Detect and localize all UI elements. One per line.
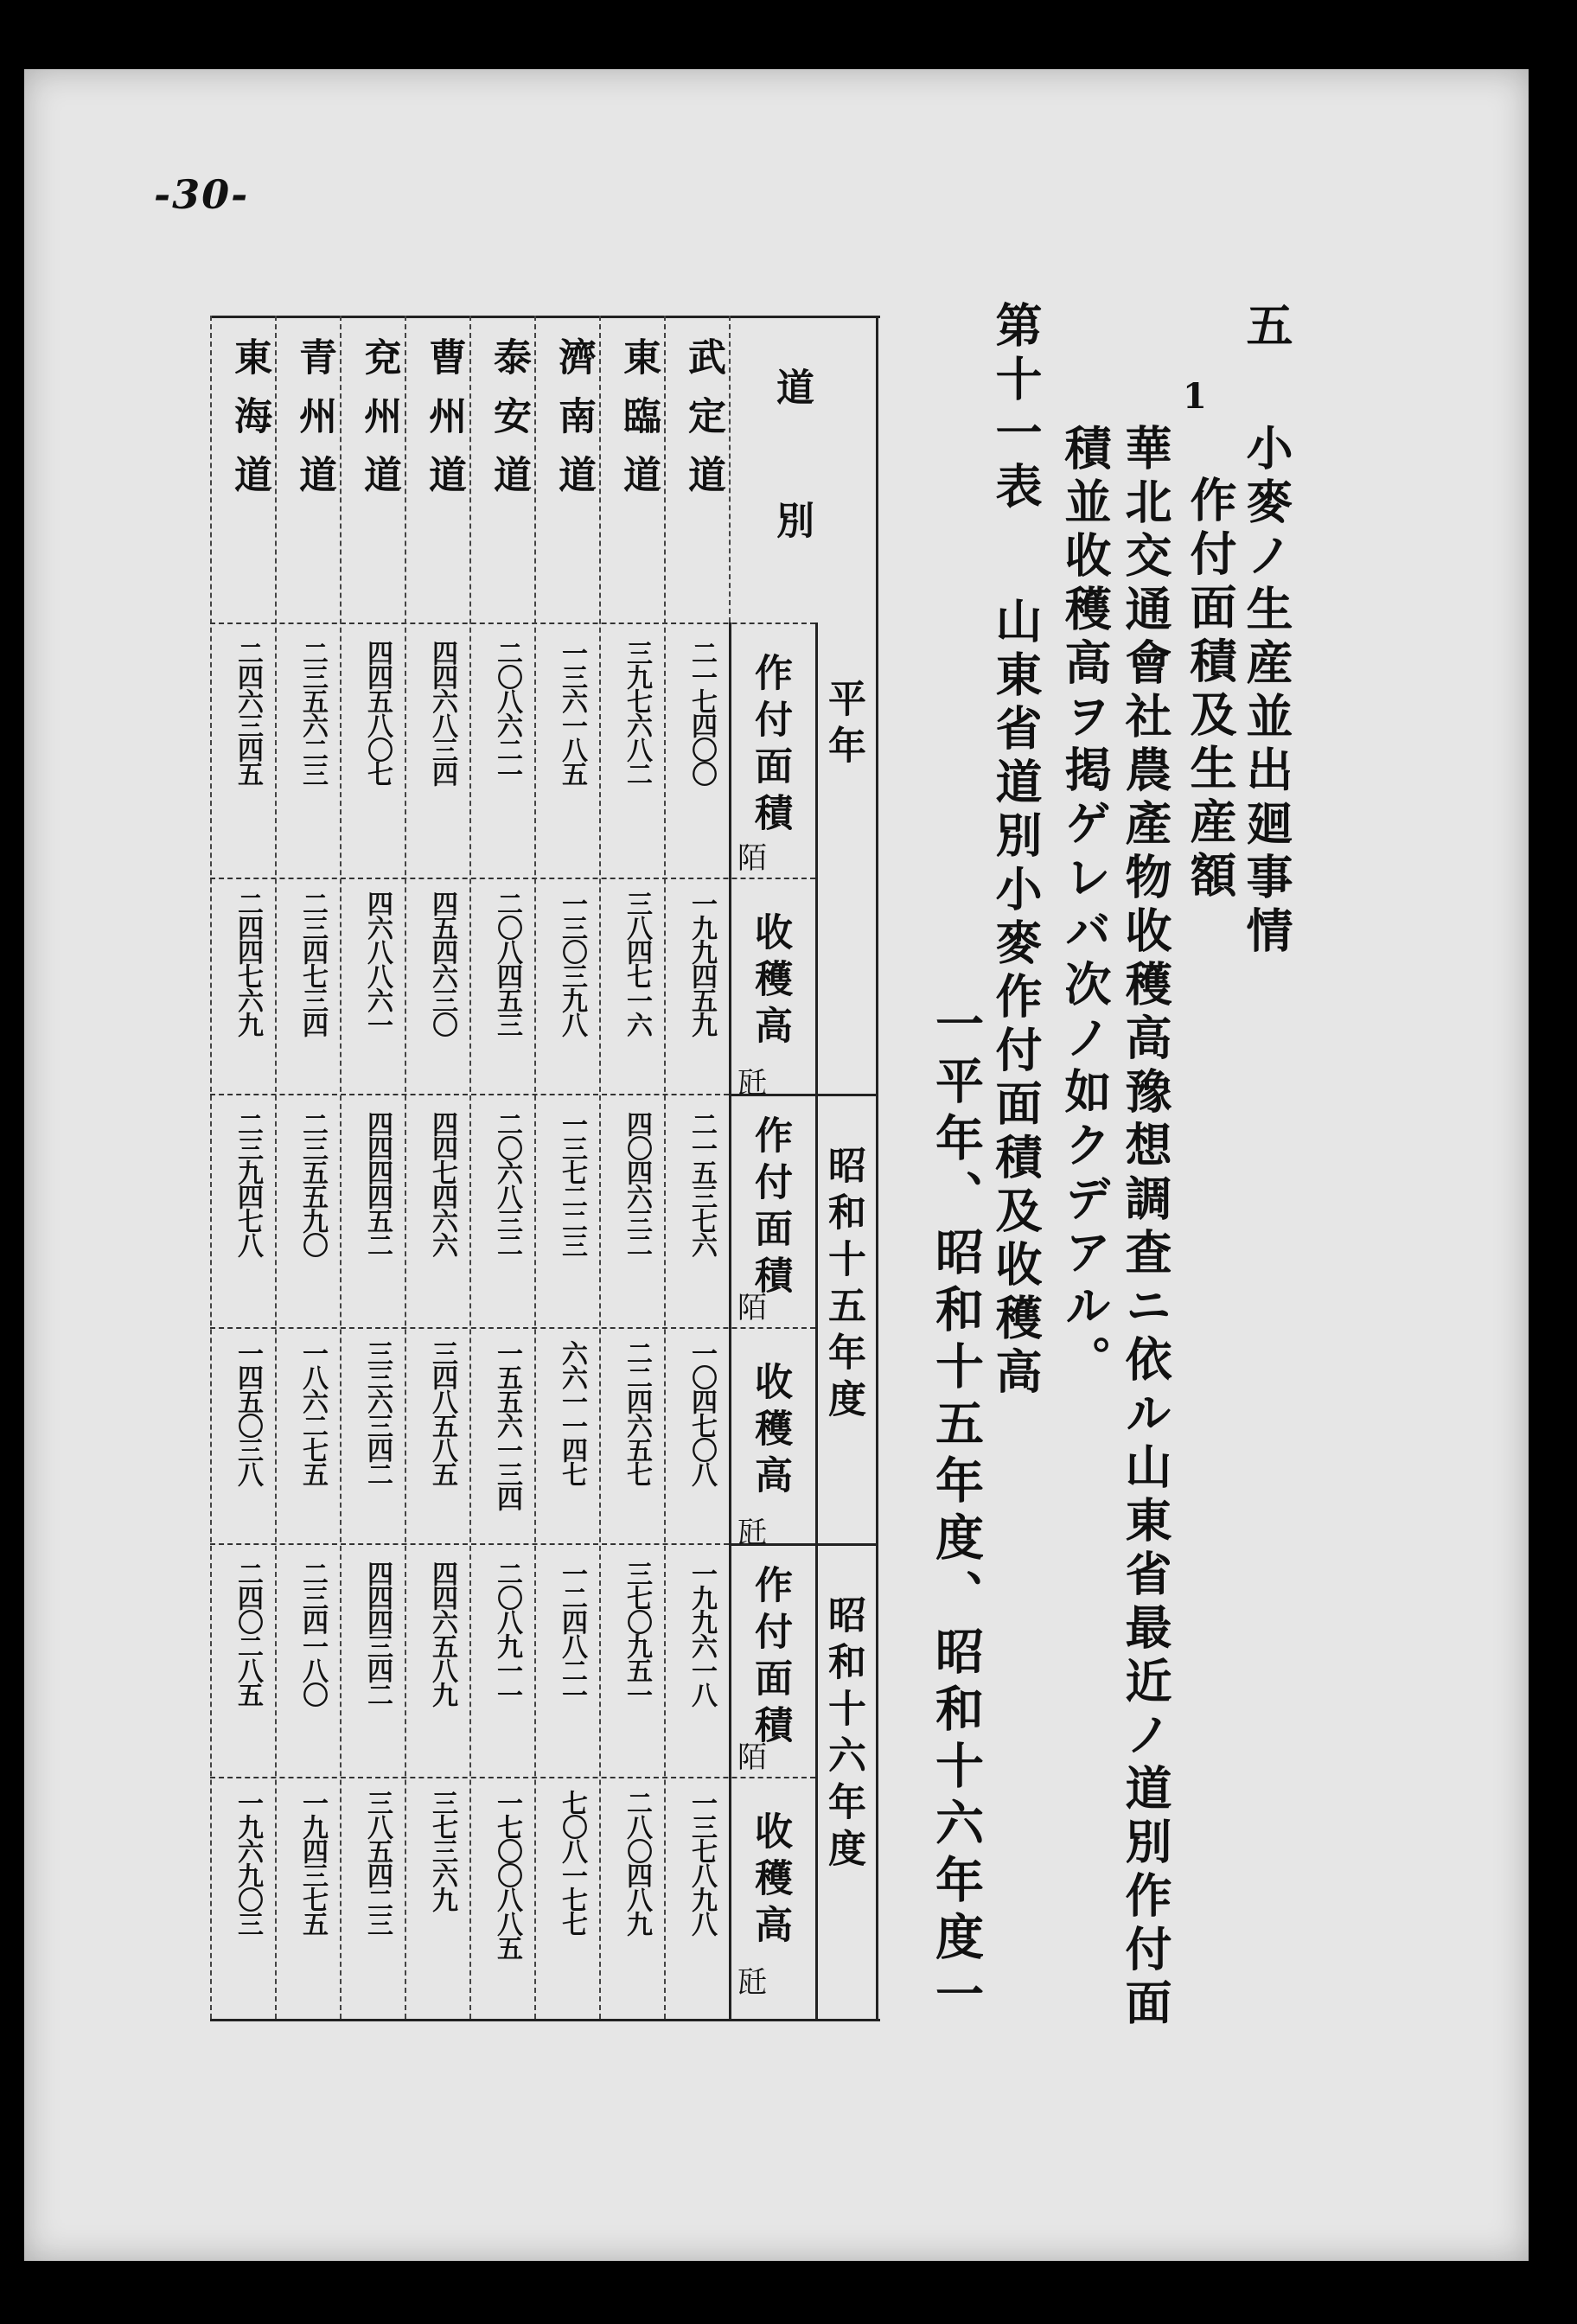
table-cell: 七〇八一七七 <box>557 1790 587 1935</box>
table-label: 第十一表 <box>988 301 1044 515</box>
table-cell: 一八六二七五 <box>297 1340 328 1485</box>
table-cell: 二三四七三四 <box>297 891 328 1036</box>
table-bottom-rule <box>210 2019 880 2021</box>
table-cell: 三七〇九五一 <box>622 1561 652 1706</box>
paragraph-line-1: 華北交通會社農產物收穫高豫想調査ニ依ル山東省最近ノ道別作付面 <box>1118 424 1173 2032</box>
table-cell: 二三九四七八 <box>233 1111 263 1256</box>
yield-unit-2: 瓩 <box>737 1516 767 1550</box>
table-cell: 二八〇四八九 <box>622 1790 652 1935</box>
paragraph-line-2: 積並收穫高ヲ掲ゲレバ次ノ如クデアル。 <box>1057 424 1113 1389</box>
region-name: 武定道 <box>681 337 725 514</box>
table-cell: 一三七二二三 <box>557 1111 587 1256</box>
table-cell: 三四八五八五 <box>427 1340 457 1485</box>
table-cell: 四四六五八九 <box>427 1561 457 1706</box>
subsection-number: 1 <box>1183 376 1207 417</box>
page-number: -30- <box>154 171 250 218</box>
sub-rule-1 <box>210 878 815 879</box>
table-cell: 一九九四五九 <box>686 891 717 1036</box>
table-cell: 二四四七六九 <box>233 891 263 1036</box>
sub-rule-3 <box>210 1777 815 1778</box>
region-name: 濟南道 <box>552 337 596 514</box>
table-cell: 一九四三七五 <box>297 1790 328 1935</box>
region-name: 泰安道 <box>487 337 531 514</box>
table-cell: 二〇六八三二 <box>492 1111 522 1256</box>
table-cell: 四四五八〇七 <box>362 640 393 785</box>
table-cell: 二二四六五七 <box>622 1340 652 1485</box>
subsection-title: 作付面積及生産額 <box>1183 476 1238 904</box>
sub-rule-2 <box>210 1327 815 1329</box>
scanned-page <box>24 69 1529 2261</box>
table-cell: 三七三六九 <box>427 1790 457 1911</box>
col-rule-2 <box>340 316 342 2019</box>
table-cell: 二三五五九〇 <box>297 1111 328 1256</box>
header-year-2: 昭和十五年度 <box>821 1146 865 1426</box>
table-cell: 一三〇三九八 <box>557 891 587 1036</box>
header-separator <box>210 622 815 624</box>
col-rule-3 <box>405 316 406 2019</box>
col-rule-8 <box>729 316 731 622</box>
table-right-rule <box>876 316 878 2019</box>
col-rule-1 <box>275 316 277 2019</box>
region-name: 東海道 <box>227 337 271 514</box>
table-cell: 二三四一八〇 <box>297 1561 328 1706</box>
region-name: 東臨道 <box>616 337 661 514</box>
table-top-rule <box>210 316 880 318</box>
col-rule-5 <box>534 316 536 2019</box>
subheader-column-rule <box>729 622 731 2019</box>
table-cell: 一三七八九八 <box>686 1790 717 1935</box>
header-year-3: 昭和十六年度 <box>821 1595 865 1875</box>
table-left-rule <box>210 316 212 2019</box>
header-yield-1: 收穫高 <box>748 912 792 1052</box>
table-cell: 一七〇〇八八五 <box>492 1790 522 1959</box>
table-cell: 一〇四七〇八 <box>686 1340 717 1485</box>
area-unit-3: 陌 <box>737 1740 767 1775</box>
table-cell: 二一七四〇〇 <box>686 640 717 785</box>
header-area-1: 作付面積 <box>748 653 792 840</box>
col-rule-7 <box>664 316 666 2019</box>
header-area-2: 作付面積 <box>748 1115 792 1302</box>
col-rule-6 <box>599 316 601 2019</box>
data-table <box>210 316 880 2019</box>
table-cell: 一五五六一三四 <box>492 1340 522 1510</box>
table-cell: 二〇八九一一 <box>492 1561 522 1706</box>
table-cell: 一九六九〇三 <box>233 1790 263 1935</box>
section-title: 小麥ノ生産並出廻事情 <box>1239 424 1294 960</box>
table-cell: 三九七六八二 <box>622 640 652 785</box>
col-rule-4 <box>469 316 471 2019</box>
table-cell: 四五四六三〇 <box>427 891 457 1036</box>
yield-unit-1: 瓩 <box>737 1066 767 1101</box>
header-area-3: 作付面積 <box>748 1565 792 1752</box>
table-cell: 一四五〇三八 <box>233 1340 263 1485</box>
table-cell: 四六八八六一 <box>362 891 393 1036</box>
yield-unit-3: 瓩 <box>737 1965 767 2000</box>
year-column-rule <box>815 622 818 2019</box>
table-cell: 二四六三四五 <box>233 640 263 785</box>
header-region: 道別 <box>769 367 814 634</box>
table-cell: 一二四八二一 <box>557 1561 587 1706</box>
region-name: 曹州道 <box>422 337 466 514</box>
section-number: 五 <box>1239 301 1294 348</box>
table-cell: 一九九六一八 <box>686 1561 717 1706</box>
table-cell: 四四六八三四 <box>427 640 457 785</box>
table-cell: 二一五三七六 <box>686 1111 717 1256</box>
table-cell: 二〇八四五三 <box>492 891 522 1036</box>
table-cell: 一三六一八五 <box>557 640 587 785</box>
region-name: 兗州道 <box>357 337 401 514</box>
table-cell: 二三五六二三 <box>297 640 328 785</box>
header-yield-3: 收穫高 <box>748 1811 792 1951</box>
table-cell: 四四七四六六 <box>427 1111 457 1256</box>
region-name: 青州道 <box>292 337 336 514</box>
header-year-1: 平年 <box>821 679 865 772</box>
area-unit-2: 陌 <box>737 1291 767 1325</box>
table-cell: 二四〇二八五 <box>233 1561 263 1706</box>
header-yield-2: 收穫高 <box>748 1362 792 1502</box>
table-cell: 二〇八六二一 <box>492 640 522 785</box>
table-cell: 三八四七一六 <box>622 891 652 1036</box>
table-cell: 六六一一四七 <box>557 1340 587 1485</box>
area-unit-1: 陌 <box>737 841 767 876</box>
table-cell: 三八五四二三 <box>362 1790 393 1935</box>
table-cell: 四四四四五二 <box>362 1111 393 1256</box>
table-title: 山東省道別小麥作付面積及收穫高 <box>988 597 1044 1401</box>
table-cell: 四四四三四二 <box>362 1561 393 1706</box>
table-cell: 三三六三四二 <box>362 1340 393 1485</box>
table-cell: 四〇四六三二 <box>622 1111 652 1256</box>
table-caption: 一平年、昭和十五年度、昭和十六年度一 <box>928 999 985 2026</box>
